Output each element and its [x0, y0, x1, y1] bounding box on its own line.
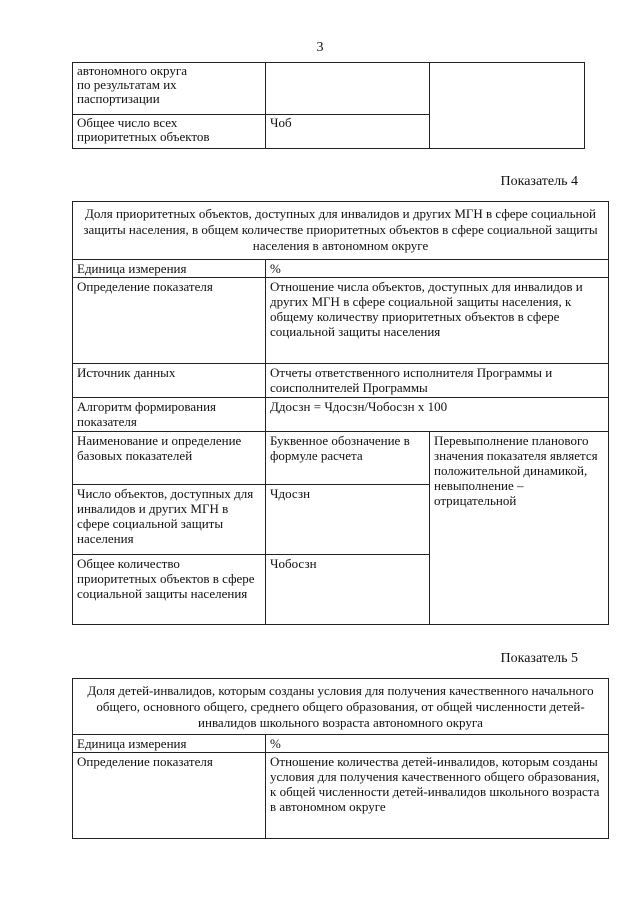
- table-row: [73, 432, 609, 485]
- row-value: Чоб: [266, 115, 430, 149]
- page-number: 3: [316, 40, 324, 55]
- table-row: [73, 63, 585, 115]
- table-row: [73, 202, 609, 260]
- definition-label: Определение показателя: [73, 753, 266, 839]
- table-row: [73, 398, 609, 432]
- indicator-4-label: Показатель 4: [500, 174, 578, 189]
- row-value: [266, 63, 430, 115]
- row-label: Общее число всех приоритетных объектов: [73, 115, 266, 149]
- definition-label: Определение показателя: [73, 278, 266, 364]
- indicator-5-label: Показатель 5: [500, 651, 578, 666]
- table-row: [73, 260, 609, 278]
- base-row-value: Чобосзн: [266, 555, 430, 625]
- base-header-label: Наименование и определение базовых показателей: [73, 432, 266, 485]
- source-value: Отчеты ответственного исполнителя Программы и соисполнителей Программы: [266, 364, 609, 398]
- indicator-note: Перевыполнение планового значения показателя является положительной динамикой, невыполнение – отрицательной: [430, 432, 609, 625]
- unit-value: %: [266, 260, 609, 278]
- algorithm-label: Алгоритм формирования показателя: [73, 398, 266, 432]
- table-row: [73, 679, 609, 735]
- table-row: [73, 278, 609, 364]
- indicator-5-table: [72, 678, 609, 839]
- table-row: [73, 735, 609, 753]
- base-header-value: Буквенное обозначение в формуле расчета: [266, 432, 430, 485]
- unit-label: Единица измерения: [73, 260, 266, 278]
- base-row-label: Общее количество приоритетных объектов в сфере социальной защиты населения: [73, 555, 266, 625]
- row-label: автономного округа по результатам их паспортизации: [73, 63, 266, 115]
- unit-label: Единица измерения: [73, 735, 266, 753]
- table-row: [73, 364, 609, 398]
- algorithm-value: Ддосзн = Чдосзн/Чобосзн х 100: [266, 398, 609, 432]
- definition-value: Отношение числа объектов, доступных для инвалидов и других МГН в сфере социальной защиты населения, к общему количеству приоритетных объектов в сфере социальной защиты населения: [266, 278, 609, 364]
- continuation-table: [72, 62, 585, 149]
- empty-cell: [430, 63, 585, 149]
- base-row-label: Число объектов, доступных для инвалидов и других МГН в сфере социальной защиты населения: [73, 485, 266, 555]
- unit-value: %: [266, 735, 609, 753]
- indicator-4-table: [72, 201, 609, 625]
- base-row-value: Чдосзн: [266, 485, 430, 555]
- definition-value: Отношение количества детей-инвалидов, которым созданы условия для получения качественного общего образования, к общей численности детей-инвалидов школьного возраста в автономном округе: [266, 753, 609, 839]
- table-row: [73, 753, 609, 839]
- indicator-title: Доля детей-инвалидов, которым созданы условия для получения качественного начального общего, основного общего, среднего общего образования, от общей численности детей-инвалидов школьного возраста автономного округа: [73, 679, 609, 735]
- source-label: Источник данных: [73, 364, 266, 398]
- indicator-title: Доля приоритетных объектов, доступных для инвалидов и других МГН в сфере социальной защиты населения, в общем количестве приоритетных объектов в сфере социальной защиты населения в автономном округе: [73, 202, 609, 260]
